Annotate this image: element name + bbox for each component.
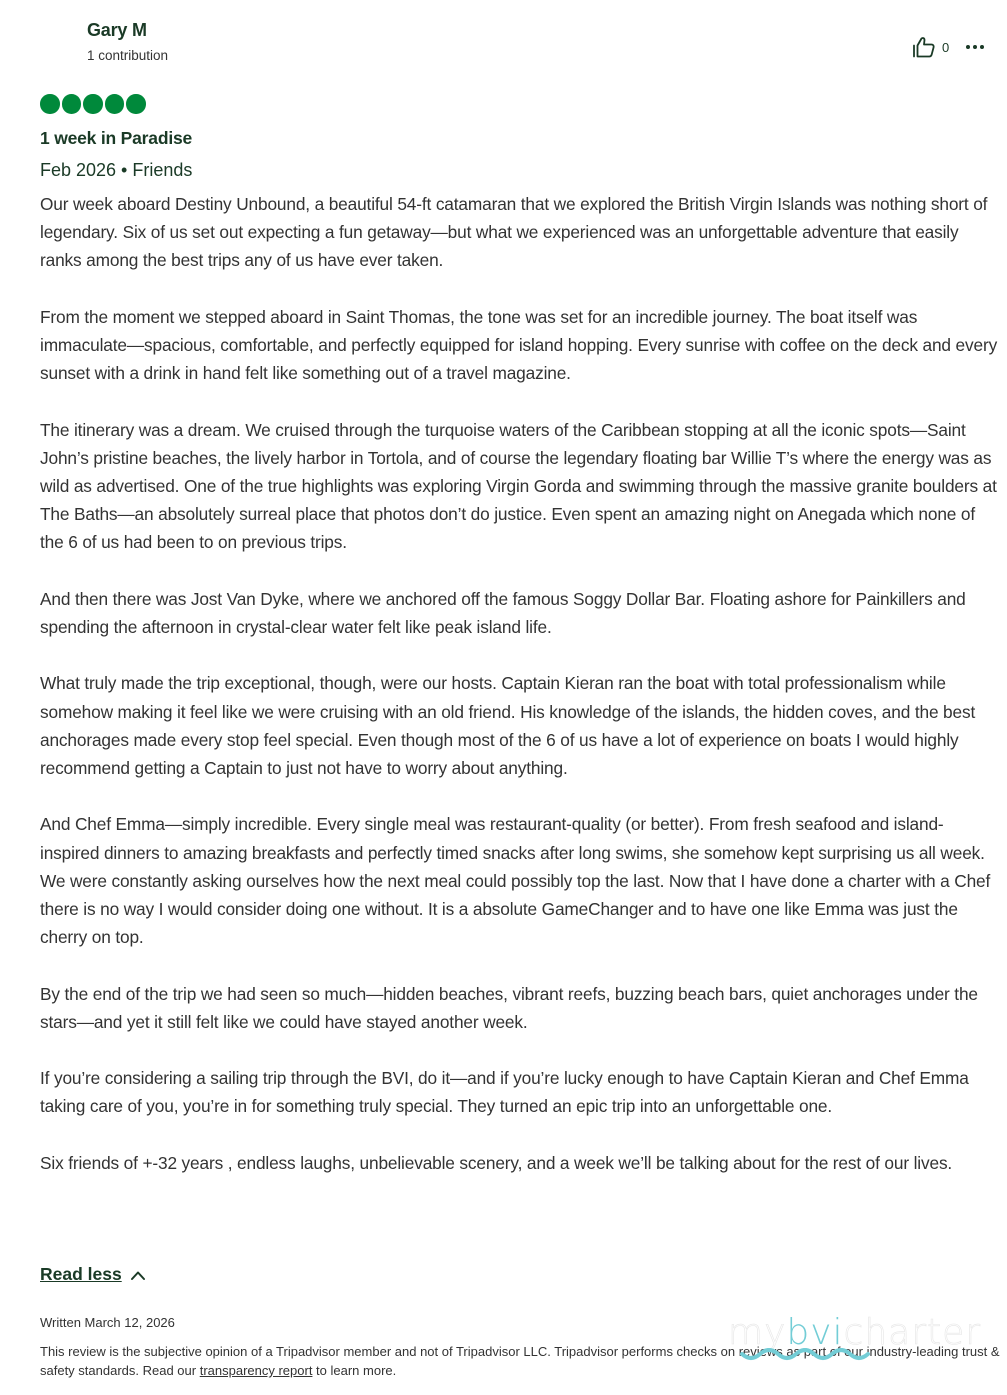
- review-paragraph: Six friends of +-32 years , endless laughs, unbelievable scenery, and a week we’ll be talking about for the rest of our lives.: [40, 1152, 953, 1173]
- helpful-count: 0: [942, 39, 950, 55]
- review-disclaimer: [40, 1342, 1000, 1380]
- review-paragraph: And then there was Jost Van Dyke, where we anchored off the famous Soggy Dollar Bar. Floating ashore for Painkillers and spending the afternoon in crystal-clear water felt like peak island life.: [40, 588, 966, 637]
- watermark-text-post: charter: [843, 1312, 982, 1353]
- review-paragraph: What truly made the trip exceptional, though, were our hosts. Captain Kieran ran the boat with total professionalism while somehow making it feel like we were cruising with an old friend. His knowledge of the islands, the hidden coves, and the best anchorages made every stop feel special. Even though most of the 6 of us have a lot of experience on boats I would highly recommend getting a Captain to just not have to worry about anything.: [40, 673, 976, 778]
- review-paragraph: By the end of the trip we had seen so much—hidden beaches, vibrant reefs, buzzing beach bars, quiet anchorages under the stars—and yet it still felt like we could have stayed another week.: [40, 983, 978, 1032]
- watermark-text-pre: my: [728, 1312, 787, 1353]
- review-paragraph: The itinerary was a dream. We cruised through the turquoise waters of the Caribbean stopping at all the iconic spots—Saint John’s pristine beaches, the lively harbor in Tortola, and of course the legendary floating bar Willie T’s where the energy was as wild as advertised. One of the true highlights was exploring Virgin Gorda and swimming through the massive granite boulders at The Baths—an absolutely surreal place that photos don’t do justice. Even spent an amazing night on Anegada which none of the 6 of us had been to on previous trips.: [40, 419, 997, 553]
- rating-bubble-icon: [62, 94, 82, 114]
- rating-bubble-icon: [126, 94, 146, 114]
- reviewer-contributions: 1 contribution: [87, 48, 169, 63]
- review-paragraph: If you’re considering a sailing trip through the BVI, do it—and if you’re lucky enough to have Captain Kieran and Chef Emma taking care of you, you’re in for something truly special. They turned an epic trip into an unforgettable one.: [40, 1068, 969, 1117]
- chevron-up-icon: [130, 1269, 146, 1281]
- transparency-report-link[interactable]: transparency report: [199, 1363, 313, 1378]
- read-less-button[interactable]: [40, 1264, 146, 1285]
- rating-bubble-icon: [83, 94, 103, 114]
- more-options-button[interactable]: [964, 36, 986, 58]
- thumbs-up-icon: [912, 36, 936, 58]
- review-title: 1 week in Paradise: [40, 128, 193, 148]
- review-paragraph: And Chef Emma—simply incredible. Every single meal was restaurant-quality (or better). From fresh seafood and island-inspired dinners to amazing breakfasts and perfectly timed snacks after long swims, she somehow kept surprising us all week. We were constantly asking ourselves how the next meal could possibly top the last. Now that I have done a charter with a Chef there is no way I would consider doing one without. It is a absolute GameChanger and to have one like Emma was just the cherry on top.: [40, 814, 991, 948]
- written-date: Written March 12, 2026: [40, 1315, 175, 1330]
- helpful-vote-button[interactable]: [912, 36, 949, 58]
- review-paragraph: Our week aboard Destiny Unbound, a beautiful 54-ft catamaran that we explored the British Virgin Islands was nothing short of legendary. Six of us set out expecting a fun getaway—but what we experienced was an unforgettable adventure that easily ranks among the best trips any of us have ever taken.: [40, 194, 988, 271]
- disclaimer-text: This review is the subjective opinion of a Tripadvisor member and not of Tripadvisor LLC. Tripadvisor performs checks on reviews as part of our industry-leading trust & safety standards. Read our: [40, 1344, 1000, 1378]
- review-body: [40, 190, 1000, 1177]
- more-horizontal-icon: [980, 45, 984, 49]
- reviewer-name[interactable]: Gary M: [87, 20, 147, 40]
- review-meta: Feb 2026 • Friends: [40, 160, 193, 180]
- rating-bubbles: [40, 94, 146, 114]
- read-less-label: Read less: [40, 1264, 122, 1284]
- watermark-text-accent: bvi: [786, 1312, 844, 1353]
- more-horizontal-icon: [966, 45, 970, 49]
- rating-bubble-icon: [40, 94, 60, 114]
- rating-bubble-icon: [105, 94, 125, 114]
- more-horizontal-icon: [973, 45, 977, 49]
- disclaimer-text-end: to learn more.: [312, 1363, 397, 1378]
- review-paragraph: From the moment we stepped aboard in Saint Thomas, the tone was set for an incredible journey. The boat itself was immaculate—spacious, comfortable, and perfectly equipped for island hopping. Every sunrise with coffee on the deck and every sunset with a drink in hand felt like something out of a travel magazine.: [40, 306, 998, 384]
